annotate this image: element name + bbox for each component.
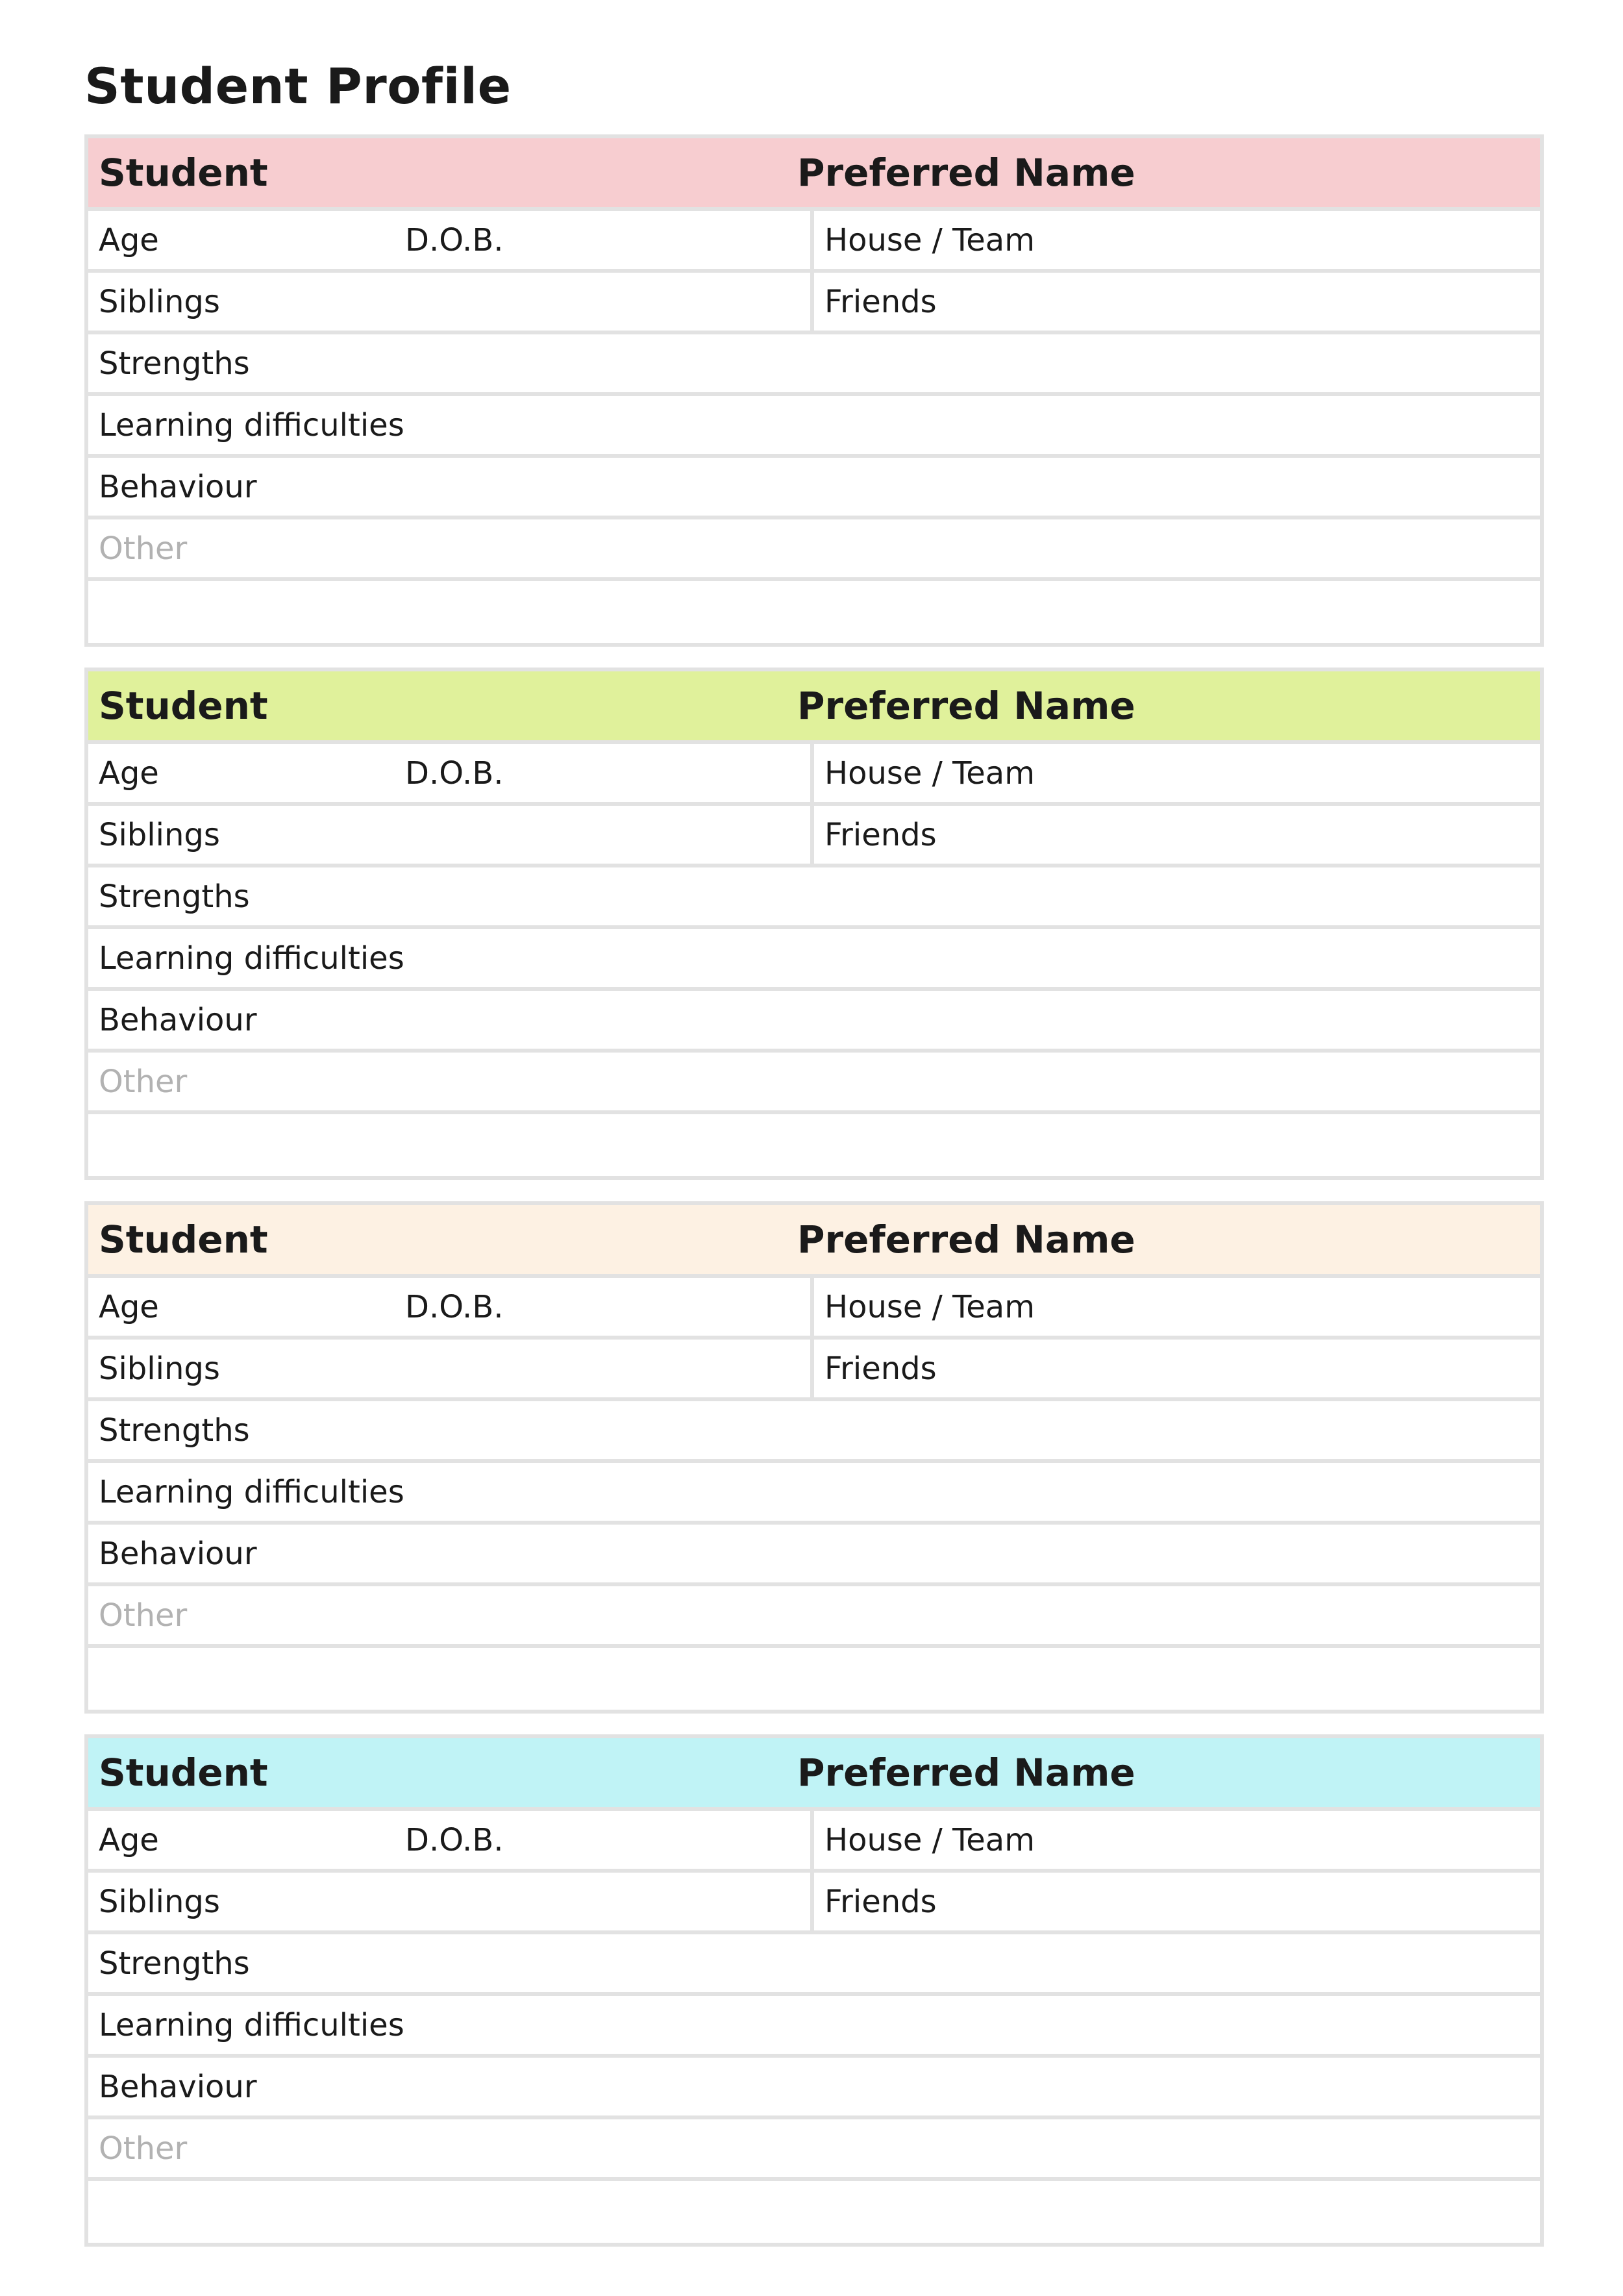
age-dob-house-row [88,211,1540,273]
other-label: Other [99,1597,188,1634]
behaviour-row[interactable] [88,1525,1540,1586]
friends-label: Friends [824,283,937,320]
siblings-field[interactable] [88,273,814,331]
card-header [88,138,1540,211]
behaviour-label: Behaviour [99,2068,257,2105]
friends-label: Friends [824,1350,937,1387]
friends-field[interactable] [814,1340,1540,1397]
house-team-label: House / Team [824,221,1035,258]
strengths-row[interactable] [88,1934,1540,1996]
siblings-field[interactable] [88,806,814,864]
friends-field[interactable] [814,273,1540,331]
dob-label: D.O.B. [405,1288,504,1325]
student-card-3 [84,1201,1544,1714]
friends-label: Friends [824,1883,937,1920]
student-card-2 [84,668,1544,1180]
other-row[interactable] [88,2119,1540,2181]
siblings-label: Siblings [99,816,220,853]
preferred-name-label: Preferred Name [797,684,1135,728]
strengths-row[interactable] [88,334,1540,396]
age-field[interactable] [88,211,814,269]
strengths-label: Strengths [99,1412,250,1449]
strengths-label: Strengths [99,1945,250,1982]
learning-difficulties-label: Learning difficulties [99,940,404,977]
strengths-row[interactable] [88,1401,1540,1463]
behaviour-row[interactable] [88,2058,1540,2119]
page-title: Student Profile [84,57,512,115]
siblings-friends-row [88,806,1540,867]
strengths-row[interactable] [88,867,1540,929]
dob-label: D.O.B. [405,755,504,792]
card-header [88,1205,1540,1278]
siblings-field[interactable] [88,1873,814,1930]
house-team-field[interactable] [814,211,1540,269]
siblings-field[interactable] [88,1340,814,1397]
student-label: Student [99,1217,268,1262]
friends-label: Friends [824,816,937,853]
house-team-label: House / Team [824,755,1035,792]
student-card-4 [84,1734,1544,2247]
learning-difficulties-label: Learning difficulties [99,1473,404,1510]
behaviour-row[interactable] [88,458,1540,519]
house-team-field[interactable] [814,744,1540,802]
behaviour-label: Behaviour [99,1001,257,1038]
age-dob-house-row [88,744,1540,806]
age-dob-house-row [88,1278,1540,1340]
student-label: Student [99,684,268,728]
age-field[interactable] [88,1811,814,1869]
siblings-friends-row [88,273,1540,334]
age-label: Age [99,221,159,258]
strengths-label: Strengths [99,345,250,382]
friends-field[interactable] [814,1873,1540,1930]
learning-difficulties-row[interactable] [88,396,1540,458]
other-row[interactable] [88,1586,1540,1648]
preferred-name-label: Preferred Name [797,1217,1135,1262]
other-label: Other [99,530,188,567]
student-label: Student [99,1751,268,1795]
learning-difficulties-row[interactable] [88,929,1540,991]
age-field[interactable] [88,744,814,802]
siblings-label: Siblings [99,1350,220,1387]
other-label: Other [99,1063,188,1100]
learning-difficulties-label: Learning difficulties [99,406,404,443]
blank-notes-row[interactable] [88,1114,1540,1176]
card-header [88,1738,1540,1811]
siblings-friends-row [88,1873,1540,1934]
dob-label: D.O.B. [405,1821,504,1858]
age-label: Age [99,1821,159,1858]
behaviour-label: Behaviour [99,468,257,505]
friends-field[interactable] [814,806,1540,864]
siblings-friends-row [88,1340,1540,1401]
strengths-label: Strengths [99,878,250,915]
behaviour-row[interactable] [88,991,1540,1053]
siblings-label: Siblings [99,283,220,320]
house-team-label: House / Team [824,1821,1035,1858]
other-label: Other [99,2130,188,2167]
preferred-name-label: Preferred Name [797,151,1135,195]
other-row[interactable] [88,1053,1540,1114]
other-row[interactable] [88,519,1540,581]
house-team-field[interactable] [814,1278,1540,1336]
learning-difficulties-label: Learning difficulties [99,2006,404,2043]
learning-difficulties-row[interactable] [88,1996,1540,2058]
age-field[interactable] [88,1278,814,1336]
behaviour-label: Behaviour [99,1535,257,1572]
blank-notes-row[interactable] [88,1648,1540,1710]
age-label: Age [99,1288,159,1325]
preferred-name-label: Preferred Name [797,1751,1135,1795]
house-team-field[interactable] [814,1811,1540,1869]
card-header [88,671,1540,744]
blank-notes-row[interactable] [88,581,1540,643]
dob-label: D.O.B. [405,221,504,258]
learning-difficulties-row[interactable] [88,1463,1540,1525]
blank-notes-row[interactable] [88,2181,1540,2243]
age-dob-house-row [88,1811,1540,1873]
student-card-1 [84,134,1544,647]
siblings-label: Siblings [99,1883,220,1920]
house-team-label: House / Team [824,1288,1035,1325]
student-label: Student [99,151,268,195]
age-label: Age [99,755,159,792]
